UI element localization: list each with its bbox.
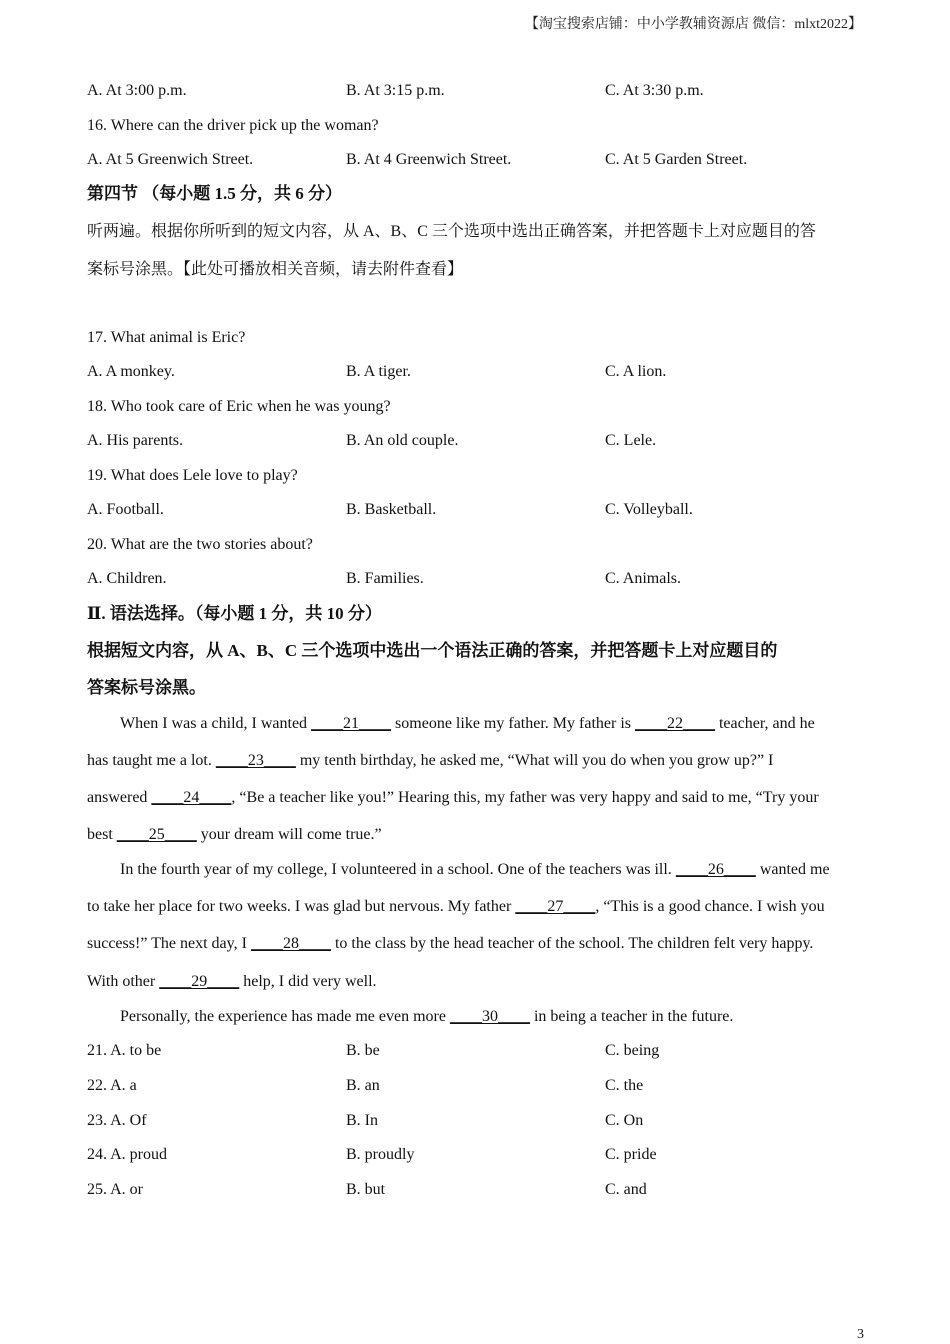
passage-text: help, I did very well. [239,973,377,990]
blank-22: ____22____ [634,715,715,732]
option-b: B. be [346,1042,380,1059]
grammar-title: Ⅱ. 语法选择。（每小题 1 分，共 10 分） [87,604,382,623]
option-row-q19 [87,500,887,520]
passage-text: your dream will come true.” [196,826,382,843]
option-c: C. being [605,1042,660,1059]
option-row-q22 [87,1076,887,1096]
passage-text: to the class by the head teacher of the school. The children felt very happy. [330,935,814,952]
page-header: 【淘宝搜索店铺：中小学教辅资源店 微信：mlxt2022】 [524,17,862,32]
passage-line [87,934,813,954]
option-a: 25. A. or [87,1181,143,1198]
option-c: C. A lion. [605,363,667,380]
question-16: 16. Where can the driver pick up the woman? [87,117,379,134]
option-b: B. an [346,1077,380,1094]
passage-line [87,825,382,845]
passage-line [87,972,377,992]
passage-text: With other [87,973,160,990]
option-row-q23 [87,1111,887,1131]
blank-23: ____23____ [215,752,296,769]
passage-line [120,1007,733,1027]
passage-text: teacher, and he [714,715,815,732]
passage-text: has taught me a lot. [87,752,216,769]
option-a: A. Football. [87,501,164,518]
option-c: C. At 5 Garden Street. [605,151,748,168]
passage-text: answered [87,789,152,806]
option-c: C. the [605,1077,644,1094]
passage-text: , “This is a good chance. I wish you [595,898,825,915]
option-a: 22. A. a [87,1077,137,1094]
blank-24: ____24____ [151,789,232,806]
option-c: C. Lele. [605,432,657,449]
option-a: A. At 5 Greenwich Street. [87,151,254,168]
passage-line [87,788,819,808]
option-row-q25 [87,1180,887,1200]
passage-text: in being a teacher in the future. [529,1008,734,1025]
option-a: A. Children. [87,570,167,587]
question-18: 18. Who took care of Eric when he was young? [87,398,391,415]
option-b: B. A tiger. [346,363,411,380]
passage-text: , “Be a teacher like you!” Hearing this, my father was very happy and said to me, “Try your [231,789,819,806]
option-row-q18 [87,431,887,451]
section4-instruction-2: 案标号涂黑。【此处可播放相关音频，请去附件查看】 [87,261,464,278]
passage-text: my tenth birthday, he asked me, “What will you do when you grow up?” I [295,752,774,769]
option-a: A. His parents. [87,432,183,449]
passage-text: Personally, the experience has made me even more [120,1008,450,1025]
option-row-q20 [87,569,887,589]
passage-text: someone like my father. My father is [391,715,635,732]
question-20: 20. What are the two stories about? [87,536,313,553]
passage-line [120,714,815,734]
passage-text: When I was a child, I wanted [120,715,312,732]
option-b: B. In [346,1112,378,1129]
passage-text: wanted me [755,861,830,878]
passage-text: In the fourth year of my college, I volunteered in a school. One of the teachers was ill. [120,861,676,878]
grammar-instruction-1: 根据短文内容，从 A、B、C 三个选项中选出一个语法正确的答案，并把答题卡上对应题目的 [87,641,778,660]
blank-29: ____29____ [159,973,240,990]
passage-text: to take her place for two weeks. I was glad but nervous. My father [87,898,516,915]
option-b: B. At 3:15 p.m. [346,82,445,99]
question-17: 17. What animal is Eric? [87,329,246,346]
passage-text: best [87,826,117,843]
grammar-instruction-2: 答案标号涂黑。 [87,678,206,697]
blank-28: ____28____ [250,935,331,952]
option-c: C. Animals. [605,570,682,587]
option-a: A. A monkey. [87,363,175,380]
option-b: B. proudly [346,1146,415,1163]
option-c: C. At 3:30 p.m. [605,82,704,99]
option-a: 23. A. Of [87,1112,147,1129]
section4-title: 第四节 （每小题 1.5 分，共 6 分） [87,184,342,203]
option-c: C. and [605,1181,647,1198]
option-a: A. At 3:00 p.m. [87,82,187,99]
option-row-q21 [87,1041,887,1061]
blank-30: ____30____ [449,1008,530,1025]
passage-line [87,751,773,771]
passage-line [120,860,830,880]
blank-27: ____27____ [515,898,596,915]
option-b: B. Basketball. [346,501,437,518]
page-number: 3 [857,1327,864,1342]
option-c: C. On [605,1112,644,1129]
option-c: C. Volleyball. [605,501,693,518]
option-row-q16 [87,150,887,170]
option-b: B. but [346,1181,386,1198]
option-b: B. Families. [346,570,424,587]
question-19: 19. What does Lele love to play? [87,467,298,484]
option-row-q24 [87,1145,887,1165]
option-a: 21. A. to be [87,1042,162,1059]
blank-25: ____25____ [116,826,197,843]
section4-instruction-1: 听两遍。根据你所听到的短文内容，从 A、B、C 三个选项中选出正确答案，并把答题卡上对应题目的答 [87,223,816,240]
option-row-q17 [87,362,887,382]
blank-26: ____26____ [675,861,756,878]
passage-text: success!” The next day, I [87,935,251,952]
option-b: B. At 4 Greenwich Street. [346,151,512,168]
option-a: 24. A. proud [87,1146,167,1163]
option-b: B. An old couple. [346,432,459,449]
option-row-q15 [87,81,887,101]
option-c: C. pride [605,1146,657,1163]
blank-21: ____21____ [311,715,392,732]
passage-line [87,897,825,917]
